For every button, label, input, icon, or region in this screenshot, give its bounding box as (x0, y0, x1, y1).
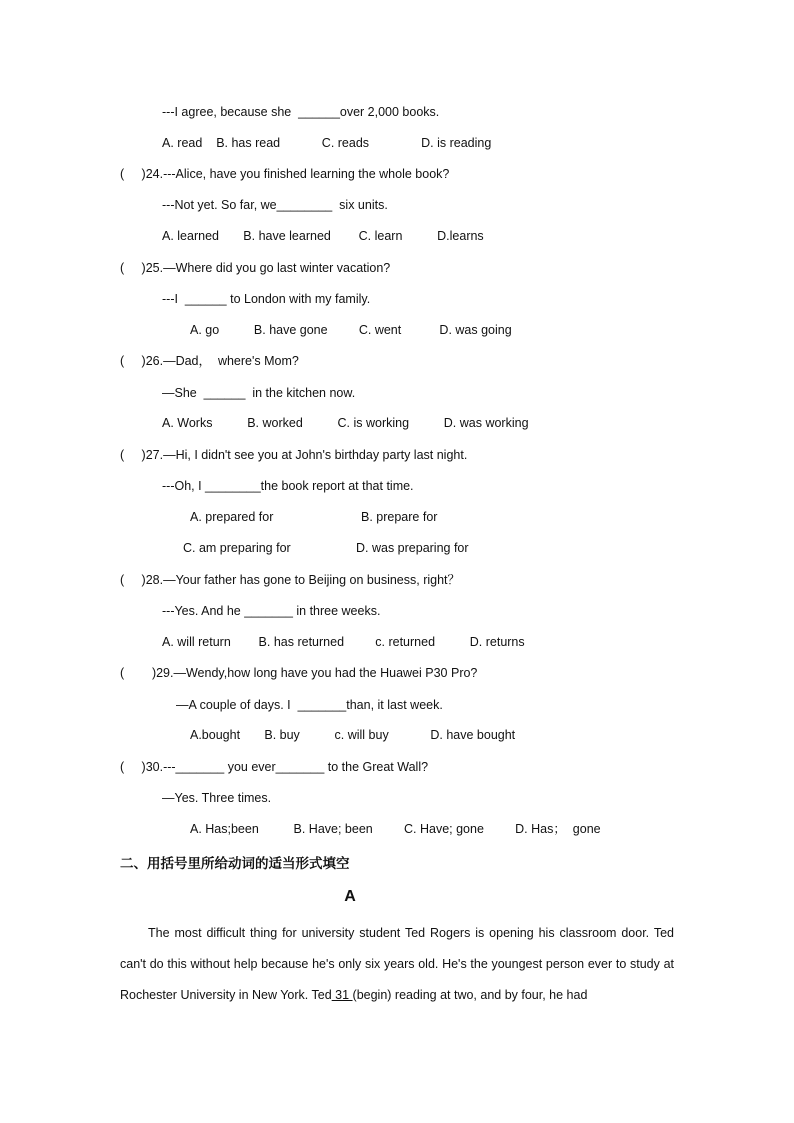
q25-options: A. go B. have gone C. went D. was going (190, 323, 512, 337)
q26-options: A. Works B. worked C. is working D. was working (162, 416, 529, 430)
q27-option-d: D. was preparing for (356, 541, 469, 555)
q29-answer-line: —A couple of days. I _______than, it last week. (176, 698, 443, 712)
q23-answer-line: ---I agree, because she ______over 2,000 books. (162, 105, 440, 119)
q27-option-c: C. am preparing for (183, 541, 291, 555)
q24-answer-line: ---Not yet. So far, we________ six units. (162, 198, 388, 212)
q30-question: ( )30.---_______ you ever_______ to the Great Wall? (120, 760, 429, 774)
q29-options: A.bought B. buy c. will buy D. have bought (190, 728, 516, 742)
q27-option-b: B. prepare for (361, 510, 438, 524)
q30-answer-line: —Yes. Three times. (162, 791, 272, 805)
section-heading: 二、用括号里所给动词的适当形式填空 (120, 856, 350, 872)
q29-question: ( )29.—Wendy,how long have you had the Huawei P30 Pro? (120, 666, 478, 680)
q27-answer-line: ---Oh, I ________the book report at that time. (162, 479, 414, 493)
q25-question: ( )25.—Where did you go last winter vacation? (120, 261, 391, 275)
q26-question: ( )26.—Dad， where's Mom? (120, 354, 299, 368)
passage-text: The most difficult thing for university student Ted Rogers is opening his classroom door. Ted can't do this without help because he's only six years old. He's the youngest person ever to study at Rochester University in New York. Ted (120, 926, 674, 1002)
q27-option-a: A. prepared for (190, 510, 274, 524)
passage-title: A (344, 888, 356, 905)
passage-text-continued: (begin) reading at two, and by four, he had (352, 988, 588, 1002)
q25-answer-line: ---I ______ to London with my family. (162, 292, 371, 306)
blank-31[interactable]: 31 (331, 988, 353, 1002)
q28-answer-line: ---Yes. And he _______ in three weeks. (162, 604, 381, 618)
q23-options: A. read B. has read C. reads D. is reading (162, 136, 492, 150)
q24-options: A. learned B. have learned C. learn D.learns (162, 229, 484, 243)
q24-question: ( )24.---Alice, have you finished learning the whole book? (120, 167, 450, 181)
q28-options: A. will return B. has returned c. returned D. returns (162, 635, 525, 649)
q28-question: ( )28.—Your father has gone to Beijing on business, right？ (120, 573, 461, 587)
q30-options: A. Has;been B. Have; been C. Have; gone D. Has； gone (190, 822, 601, 836)
q27-question: ( )27.—Hi, I didn't see you at John's birthday party last night. (120, 448, 468, 462)
q26-answer-line: —She ______ in the kitchen now. (162, 386, 356, 400)
passage-paragraph (120, 918, 674, 1011)
